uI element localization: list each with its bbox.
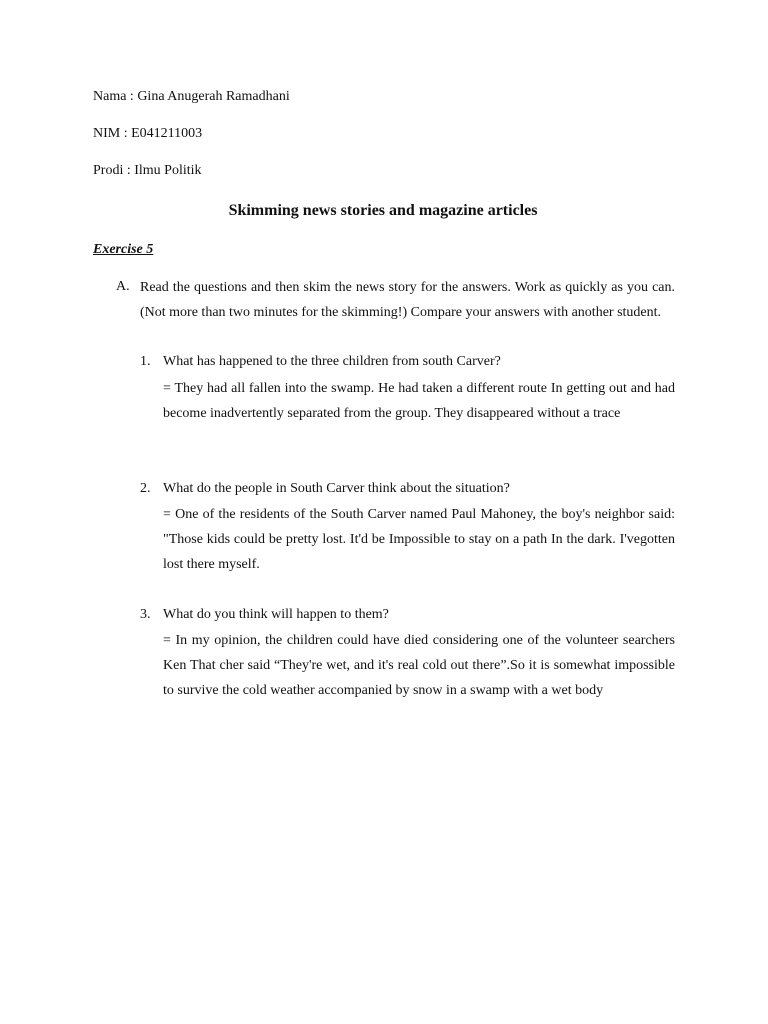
- document-title: Skimming news stories and magazine articles: [228, 202, 538, 219]
- student-nim: NIM : E041211003: [93, 126, 203, 141]
- answer-2-text: = One of the residents of the South Carver named Paul Mahoney, the boy's neighbor said: "Those kids could be pretty lost. It'd be Impossible to stay on a path In the dark. I'vegotten lost there myself.: [163, 507, 675, 573]
- section-a-instruction: Read the questions and then skim the news story for the answers. Work as quickly as you can. (Not more than two minutes for the skimming!) Compare your answers with another student.: [140, 280, 675, 321]
- study-program: Prodi : Ilmu Politik: [93, 163, 202, 178]
- student-name: Nama : Gina Anugerah Ramadhani: [93, 89, 290, 104]
- question-3-text: What do you think will happen to them?: [163, 607, 389, 622]
- question-1-text: What has happened to the three children from south Carver?: [163, 354, 501, 369]
- answer-1-text: = They had all fallen into the swamp. He had taken a different route In getting out and had become inadvertently separated from the group. They disappeared without a trace: [163, 381, 675, 422]
- exercise-heading: Exercise 5: [93, 242, 154, 257]
- section-a-marker: A.: [116, 279, 130, 294]
- question-2-number: 2.: [140, 481, 151, 496]
- question-2-text: What do the people in South Carver think about the situation?: [163, 481, 510, 496]
- question-3-number: 3.: [140, 607, 151, 622]
- question-1-number: 1.: [140, 354, 151, 369]
- answer-3-text: = In my opinion, the children could have died considering one of the volunteer searchers Ken That cher said “They're wet, and it's real cold out there”.So it is somewhat impossible to survive the cold weather accompanied by snow in a swamp with a wet body: [163, 633, 675, 699]
